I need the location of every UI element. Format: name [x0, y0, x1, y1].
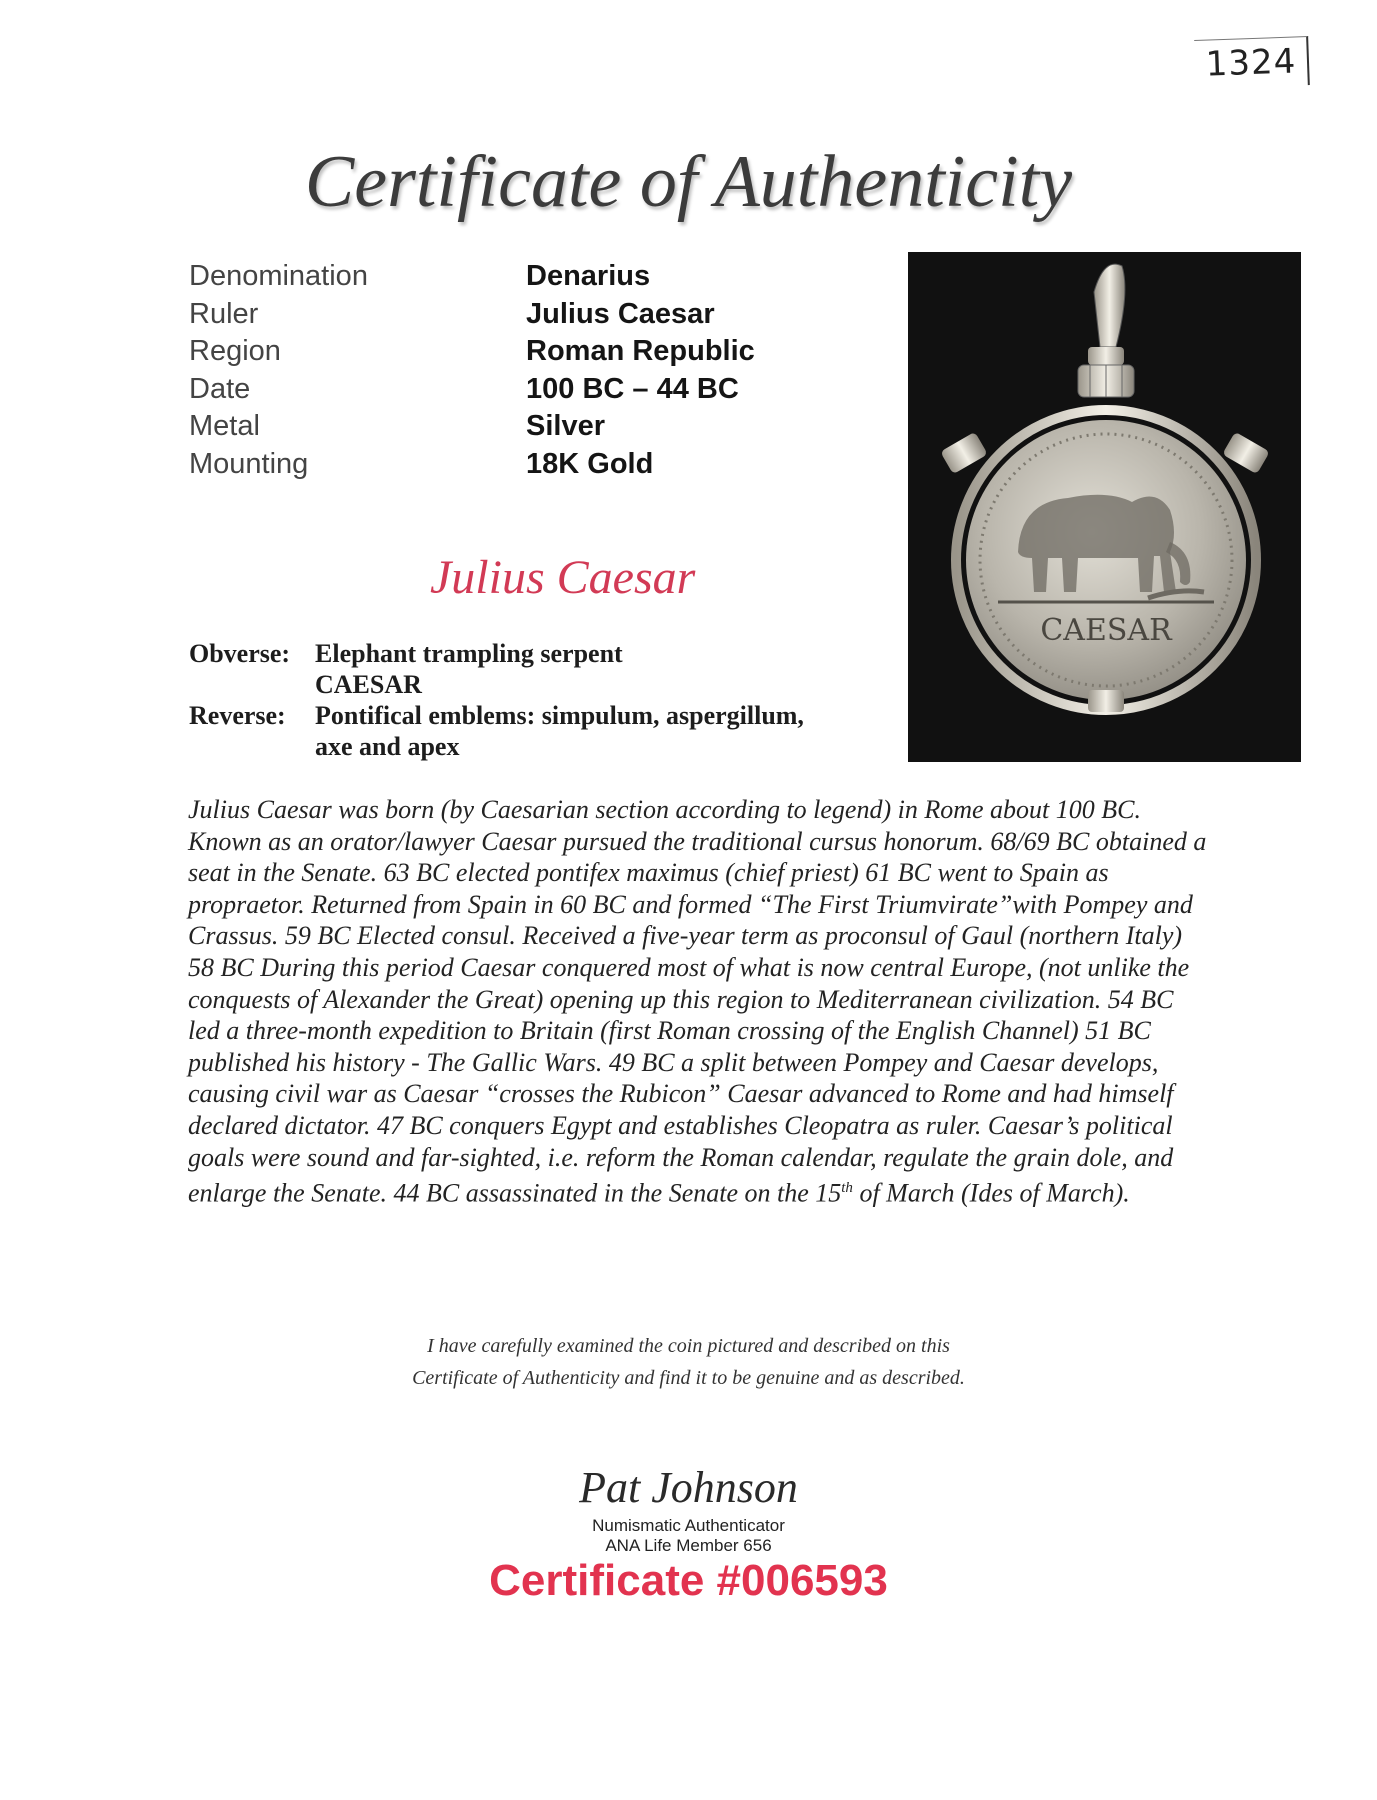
spec-row-region [189, 333, 755, 371]
spec-row-metal [189, 408, 755, 446]
obverse-line-1: Elephant trampling serpent [315, 639, 623, 668]
reverse-line-1: Pontifical emblems: simpulum, aspergillum, [315, 701, 804, 730]
spec-value: Denarius [526, 260, 651, 292]
spec-label: Date [189, 372, 251, 405]
spec-label: Denomination [189, 260, 368, 292]
spec-row-mounting [189, 446, 755, 484]
reverse-line-2: axe and apex [315, 732, 460, 761]
obverse-line-2: CAESAR [315, 670, 422, 699]
coin-inscription: CAESAR [1040, 613, 1172, 648]
spec-row-date [189, 371, 755, 409]
authentication-statement [0, 1330, 1377, 1394]
coin-subtitle: Julius Caesar [430, 551, 696, 604]
spec-label: Ruler [189, 297, 259, 330]
statement-line-2: Certificate of Authenticity and find it to be genuine and as described. [412, 1367, 965, 1389]
spec-value: Julius Caesar [526, 297, 715, 330]
bio-text-2: of March (Ides of March). [852, 1178, 1130, 1208]
authenticator-role [0, 1516, 1377, 1556]
spec-row-denomination [189, 258, 755, 296]
handwritten-number: 1324 [1194, 36, 1310, 89]
spec-table [189, 258, 755, 483]
coin-pendant-image [908, 252, 1301, 762]
biography-paragraph [188, 794, 1208, 1209]
spec-label: Metal [189, 410, 260, 442]
spec-value: Roman Republic [526, 335, 755, 367]
coin-pendant-photo [908, 252, 1301, 762]
certificate-title: Certificate of Authenticity [304, 141, 1073, 223]
spec-label: Region [189, 335, 281, 367]
signature: Pat Johnson [579, 1463, 798, 1512]
statement-line-1: I have carefully examined the coin pictured and described on this [427, 1335, 950, 1357]
obverse-row [189, 638, 875, 700]
spec-label: Mounting [189, 447, 309, 480]
certificate-number: Certificate #006593 [489, 1556, 888, 1605]
spec-value: 18K Gold [526, 447, 654, 480]
bio-text-1: Julius Caesar was born (by Caesarian section according to legend) in Rome about 100 BC. Known as an orator/lawyer Caesar pursued the traditional cursus honorum. 68/69 BC obtained a seat in the Senate. 63 BC elected pontifex maximus (chief priest) 61 BC went to Spain as propraetor. Returned from Spain in 60 BC and formed “The First Triumvirate”with Pompey and Crassus. 59 BC Elected consul. Received a five-year term as proconsul of Gaul (northern Italy) 58 BC During this period Caesar conquered most of what is now central Europe, (not unlike the conquests of Alexander the Great) opening up this region to Mediterranean civilization. 54 BC led a three-month expedition to Britain (first Roman crossing of the English Channel) 51 BC published his history - The Gallic Wars. 49 BC a split between Pompey and Caesar develops, causing civil war as Caesar “crosses the Rubicon” Caesar advanced to Rome and had himself declared dictator. 47 BC conquers Egypt and establishes Cleopatra as ruler. Caesar’s political goals were sound and far-sighted, i.e. reform the Roman calendar, regulate the grain dole, and enlarge the Senate. 44 BC assassinated in the Senate on the 15 [188, 795, 1207, 1208]
obverse-label: Obverse: [189, 639, 291, 668]
spec-value: Silver [526, 410, 605, 442]
reverse-row [189, 700, 875, 762]
obverse-reverse-block [189, 638, 875, 762]
role-line-2: ANA Life Member 656 [605, 1536, 772, 1555]
role-line-1: Numismatic Authenticator [592, 1516, 785, 1535]
bio-superscript: th [841, 1180, 853, 1197]
spec-value: 100 BC – 44 BC [526, 372, 739, 405]
spec-row-ruler [189, 296, 755, 334]
reverse-label: Reverse: [189, 701, 286, 730]
